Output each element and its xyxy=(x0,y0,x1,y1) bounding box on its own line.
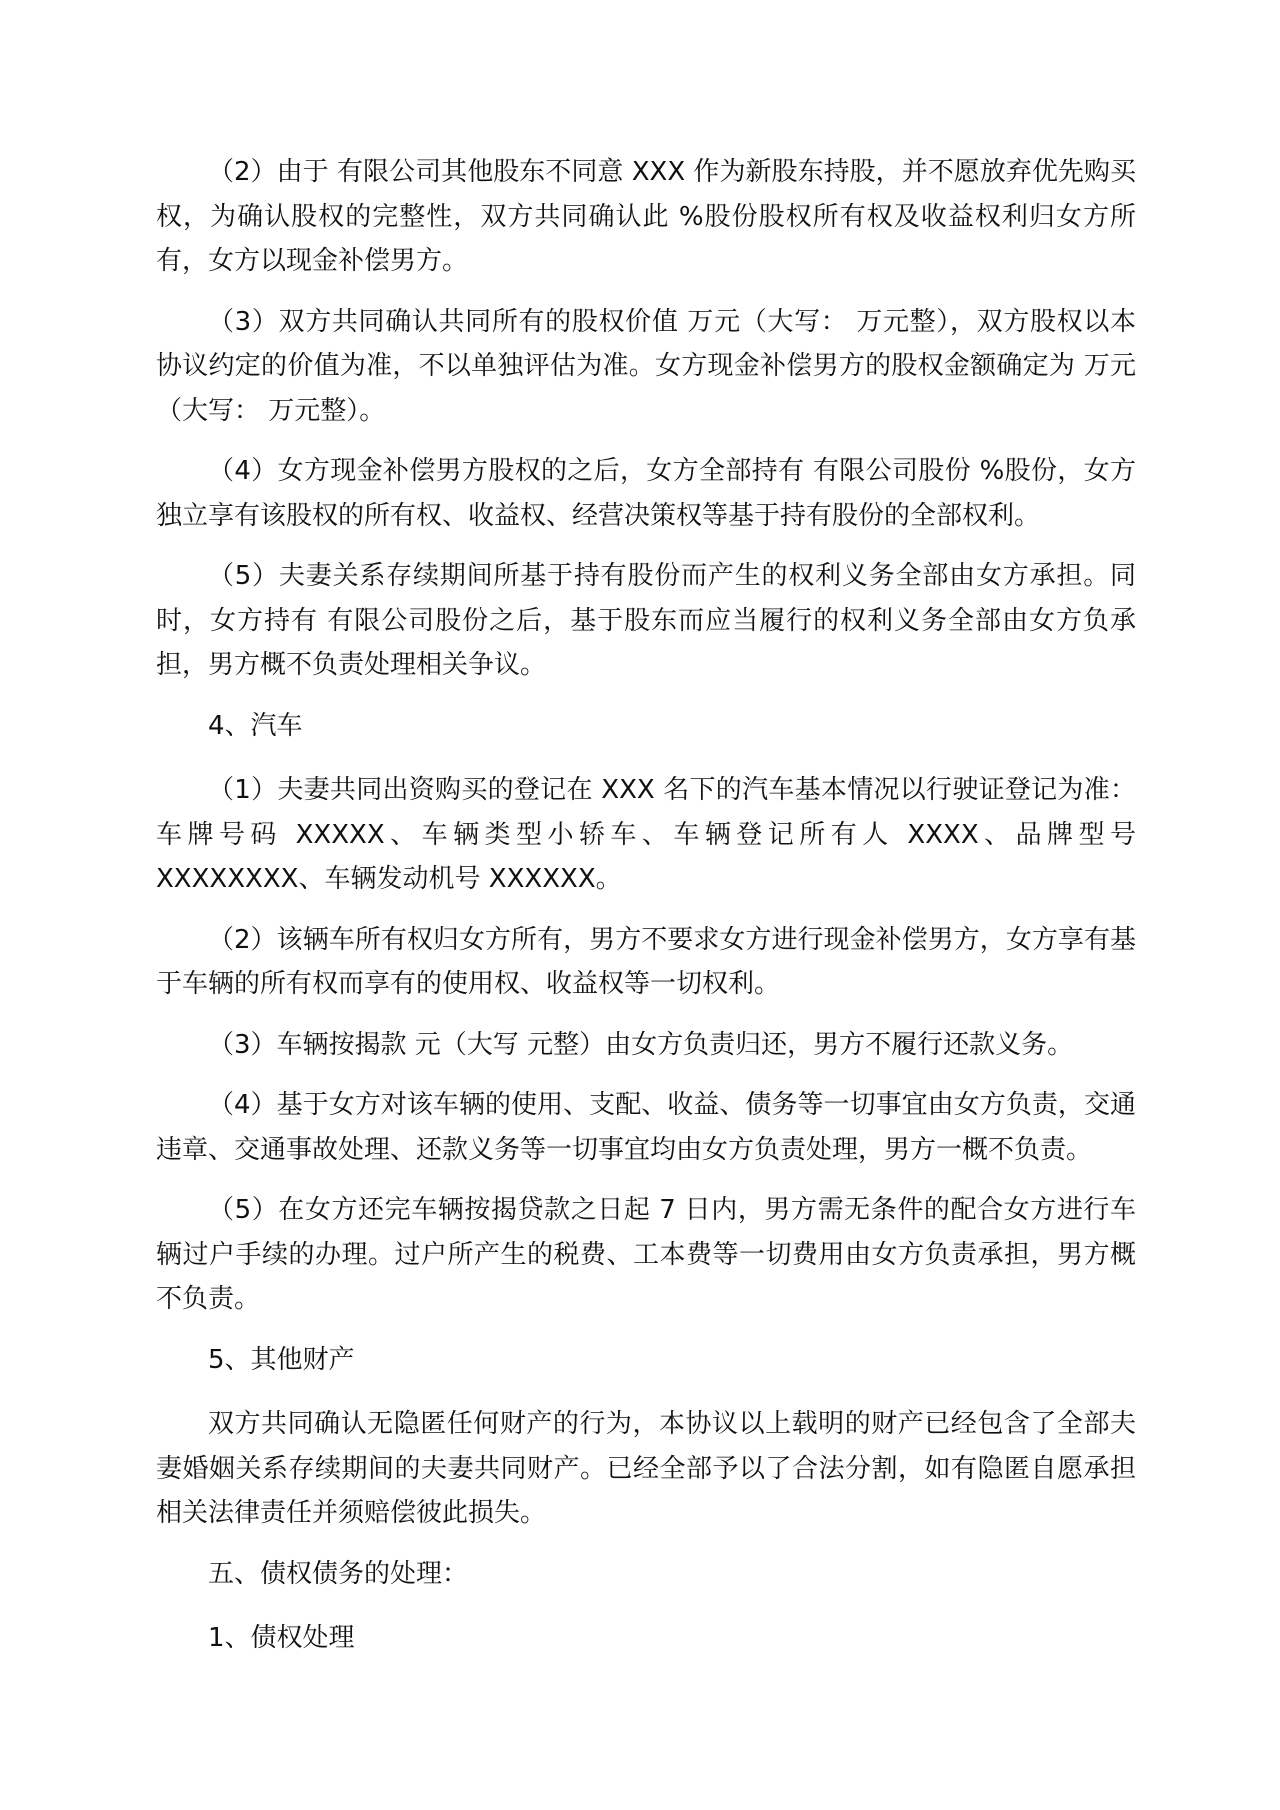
paragraph-other-property: 双方共同确认无隐匿任何财产的行为，本协议以上载明的财产已经包含了全部夫妻婚姻关系存续期间的夫妻共同财产。已经全部予以了合法分割，如有隐匿自愿承担相关法律责任并须赔偿彼此损失。 xyxy=(156,1409,1136,1528)
paragraph-equity-5: （5）夫妻关系存续期间所基于持有股份而产生的权利义务全部由女方承担。同时，女方持有 有限公司股份之后，基于股东而应当履行的权利义务全部由女方负承担，男方概不负责处理相关争议。 xyxy=(156,561,1136,680)
paragraph-equity-2: （2）由于 有限公司其他股东不同意 XXX 作为新股东持股，并不愿放弃优先购买权，为确认股权的完整性，双方共同确认此 %股份股权所有权及收益权利归女方所有，女方以现金补偿男方。 xyxy=(156,157,1136,276)
paragraph-equity-3: （3）双方共同确认共同所有的股权价值 万元（大写： 万元整），双方股权以本协议约定的价值为准，不以单独评估为准。女方现金补偿男方的股权金额确定为 万元（大写： 万元整）。 xyxy=(156,306,1136,426)
paragraph-car-3: （3）车辆按揭款 元（大写 元整）由女方负责归还，男方不履行还款义务。 xyxy=(208,1029,1074,1060)
paragraph-car-2: （2）该辆车所有权归女方所有，男方不要求女方进行现金补偿男方，女方享有基于车辆的所有权而享有的使用权、收益权等一切权利。 xyxy=(156,924,1136,999)
paragraph-equity-4: （4）女方现金补偿男方股权的之后，女方全部持有 有限公司股份 %股份，女方独立享有该股权的所有权、收益权、经营决策权等基于持有股份的全部权利。 xyxy=(156,456,1136,531)
section-heading-claims: 1、债权处理 xyxy=(208,1623,355,1653)
section-heading-car: 4、汽车 xyxy=(208,710,303,741)
document-body xyxy=(156,150,1136,1681)
section-heading-debts: 五、债权债务的处理： xyxy=(208,1558,469,1589)
paragraph-car-4: （4）基于女方对该车辆的使用、支配、收益、债务等一切事宜由女方负责，交通违章、交通事故处理、还款义务等一切事宜均由女方负责处理，男方一概不负责。 xyxy=(156,1090,1136,1165)
section-heading-other-property: 5、其他财产 xyxy=(208,1344,355,1375)
paragraph-car-1: （1）夫妻共同出资购买的登记在 XXX 名下的汽车基本情况以行驶证登记为准：车牌号码 XXXXX、车辆类型小轿车、车辆登记所有人 XXXX、品牌型号 XXXXXXXX、车辆发动机号 XXXXXX。 xyxy=(156,775,1136,894)
paragraph-car-5: （5）在女方还完车辆按揭贷款之日起 7 日内，男方需无条件的配合女方进行车辆过户手续的办理。过户所产生的税费、工本费等一切费用由女方负责承担，男方概不负责。 xyxy=(156,1195,1136,1314)
